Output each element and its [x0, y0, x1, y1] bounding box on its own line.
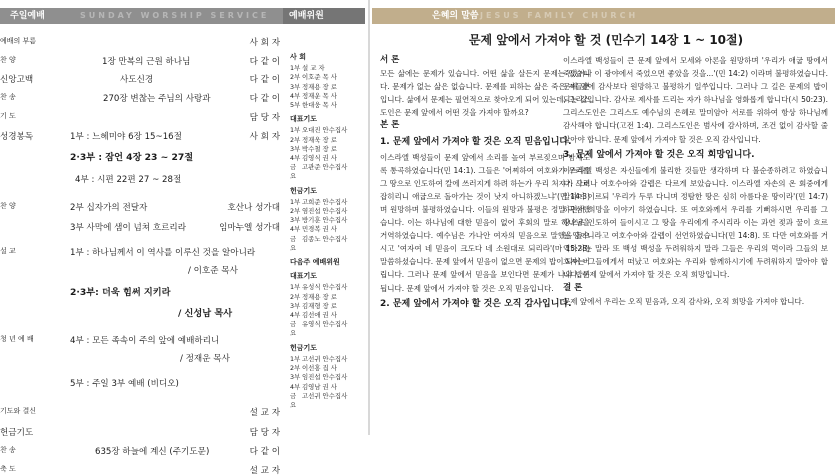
staff-item: [290, 320, 365, 338]
staff-name: 설 교 자: [302, 64, 325, 73]
order-role: 담 당 자: [249, 113, 280, 123]
staff-header: 예배위원: [283, 8, 365, 24]
staff-name: 박수철 장 로: [302, 144, 337, 153]
sermon-paragraph: 이스라엘 백성들이 큰 문제 앞에서 모세와 아론을 원망하며 '우리가 애굽 땅에서 죽었거나 이 광야에서 죽었으면 좋았을 것을...'(민 14:2) 이라며 불평하였습니다. 문제 앞에 감사보다 원망하고 불평하기 일쑤입니다. 그러나 그 길은 문제의 밥이 되는 길입니다. 감사로 제사를 드리는 자가 하나님을 영화롭게 합니다(시 50:23). 그리스도인은 그리스도 예수님의 은혜로 말미암아 서로를 위하여 항상 하나님께 감사해야 합니다(고전 1:4). 그리스도인은 범사에 감사하며, 조건 없이 감사할 줄 알아야 합니다. 문제 앞에서 가져야 할 것은 오직 감사입니다.: [563, 56, 828, 144]
order-role: 사 회 자: [249, 38, 280, 48]
staff-item: [290, 293, 365, 302]
order-label: 청 년 예 배: [0, 335, 34, 343]
left-section-header: [0, 8, 365, 24]
section-english-title: SUNDAY WORSHIP SERVICE: [80, 11, 270, 20]
order-content: / 신성남 목사: [178, 308, 233, 319]
staff-service: 4부: [290, 311, 301, 320]
order-content: 사도신경: [120, 75, 154, 85]
order-role: 설 교 자: [249, 466, 280, 476]
sermon-section-english: JESUS FAMILY CHURCH: [480, 11, 639, 20]
staff-name: 고관준 안수집사: [302, 163, 348, 172]
order-content: 5부 : 주일 3부 예배 (비디오): [70, 379, 179, 389]
staff-item: [290, 101, 365, 110]
sermon-paragraph: 이스라엘 백성은 자신들에게 불리한 것들만 생각하며 다 불순종하려고 하였습니다. 그러나 여호수아와 갈렙은 다르게 보았습니다. 이스라엘 자손의 온 회중에게 말하여 이르되 '우리가 두루 다니며 정탐한 땅은 심히 아름다운 땅이라'(민 14:7) 하면서 희망을 이야기 하였습니다. 또 여호와께서 우리를 기뻐하시면 우리를 그 땅으로 인도하여 들이시고 그 땅을 우리에게 주시리라 이는 과연 젖과 꿀이 흐르는 땅이니라고 여호수아와 갈렙이 선언하였습니다(민 14:8). 또 다만 여호와를 거역하지는 말라 또 백성 백성을 두려워하지 말라 그들은 우리의 먹이라 그들의 보호자는 그들에게서 떠났고 여호와는 우리와 함께하시기에 두려워하지 말아야 합니다. 문제 앞에서 가져야 할 것은 오직 희망입니다.: [563, 165, 828, 280]
staff-item: [290, 373, 365, 382]
worship-staff-list: [290, 48, 365, 410]
order-role: 다 같 이: [249, 447, 280, 457]
staff-name: 김재형 장 로: [302, 301, 337, 310]
staff-item: [290, 207, 365, 216]
order-content: / 정재운 목사: [180, 354, 230, 364]
staff-name: 김영식 권 사: [302, 154, 337, 163]
staff-item: [290, 126, 365, 135]
order-content: 2부 십자가의 전달자: [70, 203, 148, 213]
order-label: 설 교: [0, 247, 16, 255]
staff-name: 정재운 목 사: [302, 91, 337, 100]
staff-item: [290, 145, 365, 154]
staff-service: 1부: [290, 283, 301, 292]
order-role: 호산나 성가대: [227, 203, 280, 213]
staff-name: 정재용 장 로: [302, 292, 337, 301]
order-content: 4부 : 시편 22편 27 ~ 28절: [75, 175, 182, 185]
order-content: 1부 : 느헤미야 6장 15~16절: [70, 132, 182, 142]
order-label: 성경봉독: [0, 132, 34, 142]
staff-name: 방기훈 안수집사: [302, 216, 348, 225]
staff-service: 4부: [290, 225, 301, 234]
order-content: 1장 만복의 근원 하나님: [102, 57, 191, 67]
order-role: 담 당 자: [249, 428, 280, 438]
staff-service: 4부: [290, 91, 301, 100]
sermon-point: 2. 문제 앞에서 가져야 할 것은 오직 감사입니다.: [380, 298, 572, 309]
staff-service: 2부: [290, 364, 301, 373]
sermon-column-right: [563, 54, 828, 308]
staff-service: 금요: [290, 234, 297, 252]
staff-service: 1부: [290, 126, 301, 135]
sermon-section-title: 은혜의 말씀: [432, 11, 479, 21]
staff-service: 3부: [290, 144, 301, 153]
sermon-paragraph: 문제 앞에서 우리는 오직 믿음과, 오직 감사와, 오직 희망을 가져야 합니다.: [563, 296, 805, 306]
sermon-point: 3. 문제 앞에서 가져야 할 것은 오직 희망입니다.: [563, 149, 755, 160]
order-role: 설 교 자: [249, 408, 280, 418]
staff-service: 1부: [290, 197, 301, 206]
staff-name: 이선홍 집 사: [302, 364, 337, 373]
sermon-column-left: [380, 54, 590, 313]
staff-service: 3부: [290, 82, 301, 91]
staff-service: 금요: [290, 163, 297, 181]
sermon-title: 문제 앞에서 가져야 할 것 (민수기 14장 1 ~ 10절): [468, 33, 744, 47]
order-label: 찬 양: [0, 56, 16, 64]
staff-name: 고선귀 안수집사: [302, 391, 348, 400]
staff-name: 고희준 안수집사: [302, 197, 348, 206]
order-label: 기 도: [0, 112, 16, 120]
order-role: 다 같 이: [249, 75, 280, 85]
order-label: 예배의 부름: [0, 37, 37, 45]
staff-service: 3부: [290, 373, 301, 382]
staff-name: 고선귀 안수집사: [302, 354, 348, 363]
order-role: 사 회 자: [249, 132, 280, 142]
order-label: 찬 송: [0, 446, 16, 454]
order-role: 다 같 이: [249, 94, 280, 104]
staff-item: [290, 302, 365, 311]
staff-name: 염진섭 안수집사: [302, 207, 348, 216]
staff-item: [290, 283, 365, 292]
staff-group-title: 대표기도: [290, 272, 318, 281]
staff-service: 4부: [290, 154, 301, 163]
staff-name: 정재용 장 로: [302, 82, 337, 91]
column-divider: [368, 0, 370, 435]
order-content: 2·3부 : 잠언 4장 23 ~ 27절: [70, 152, 194, 163]
section-title: 주일예배: [10, 11, 45, 21]
right-section-header: [372, 8, 835, 24]
order-content: 3부 사막에 샘이 넘쳐 흐르리라: [70, 223, 187, 233]
staff-item: [290, 235, 365, 253]
sermon-heading: 서 론: [380, 55, 400, 65]
staff-service: 2부: [290, 292, 301, 301]
staff-service: 2부: [290, 207, 301, 216]
staff-service: 1부: [290, 354, 301, 363]
staff-service: 4부: [290, 382, 301, 391]
staff-name: 이호준 목 사: [302, 73, 337, 82]
staff-name: 유영식 안수집사: [302, 320, 348, 329]
staff-name: 김영남 권 사: [302, 382, 337, 391]
staff-name: 한대웅 목 사: [302, 101, 337, 110]
order-label: 기도와 결신: [0, 407, 37, 415]
staff-service: 5부: [290, 101, 301, 110]
staff-group-title: 헌금기도: [290, 343, 318, 352]
staff-group-title: 다음주 예배위원: [290, 258, 340, 267]
order-label: 축 도: [0, 465, 16, 473]
order-content: 2·3부: 더욱 힘써 지키라: [70, 287, 171, 298]
order-content: 635장 하늘에 계신 (주기도문): [95, 447, 210, 457]
staff-group-title: 대표기도: [290, 115, 318, 124]
order-label: 찬 송: [0, 93, 16, 101]
sermon-heading: 결 론: [563, 282, 583, 293]
order-role: 다 같 이: [249, 57, 280, 67]
staff-name: 유성식 안수집사: [302, 283, 348, 292]
order-content: 270장 변찮는 주님의 사랑과: [103, 94, 211, 104]
order-label: 신앙고백: [0, 75, 34, 85]
staff-item: [290, 311, 365, 320]
staff-group-title: 헌금기도: [290, 186, 318, 195]
sermon-paragraph: 모든 삶에는 문제가 있습니다. 어떤 삶을 살든지 문제는 있습니다. 문제가 없는 삶은 없습니다. 문제를 피하는 삶은 죽은 자들뿐입니다. 삶에서 문제는 필연적으로 찾아오게 되어 있는데, 그리스도인은 문제 앞에서 어떤 것을 가져야 할까요?: [380, 69, 590, 118]
sermon-paragraph: 이스라엘 백성들이 문제 앞에서 소리를 높여 부르짖으며 밤새도록 통곡하였습니다(민 14:1). 그들은 '어찌하여 여호와가 우리를 그 땅으로 인도하여 칼에 쓰러지게 하려 하는가 우리 처자가 사로잡히리니 애굽으로 돌아가는 것이 낫지 아니하겠느냐'(민 14:3)며 원망하며 불평하였습니다. 이들의 원망과 불평은 정말 극심했습니다. 이는 하나님에 대한 믿음이 없어 후회의 말로 하나님을 거역하였습니다. 예수님은 가나안 여자의 믿음으로 말했을 들으시고 '여자여 네 믿음이 크도다 네 소원대로 되리라'(마 15:28) 말씀하셨습니다. 문제 앞에서 믿음이 없으면 문제의 밥이 되어 버립니다. 그러나 문제 앞에서 믿음을 보인다면 문제가 나의 밥이 됩니다. 문제 앞에서 가져야 할 것은 오직 믿음입니다.: [380, 152, 590, 293]
staff-name: 김선애 권 사: [302, 311, 337, 320]
staff-item: [290, 83, 365, 92]
sermon-heading: 본 론: [380, 120, 400, 131]
staff-item: [290, 73, 365, 82]
staff-item: [290, 355, 365, 364]
staff-service: 금요: [290, 320, 297, 338]
staff-service: 3부: [290, 301, 301, 310]
staff-service: 금요: [290, 391, 297, 409]
staff-name: 김종노 안수집사: [302, 234, 348, 243]
order-content: 1부 : 하나님께서 이 역사를 이루신 것을 알아니라: [70, 248, 256, 258]
order-label: 헌금기도: [0, 428, 34, 438]
staff-name: 오대진 안수집사: [302, 126, 348, 135]
staff-item: [290, 383, 365, 392]
staff-item: [290, 198, 365, 207]
staff-name: 임진섭 안수집사: [302, 373, 348, 382]
staff-service: 1부: [290, 64, 301, 73]
order-role: 임마누엘 성가대: [219, 223, 280, 233]
staff-item: [290, 92, 365, 101]
staff-name: 민경복 권 사: [302, 225, 337, 234]
order-content: 4부 : 모든 족속이 주의 앞에 예배하리니: [70, 336, 220, 346]
staff-item: [290, 154, 365, 163]
staff-service: 3부: [290, 216, 301, 225]
sermon-point: 1. 문제 앞에서 가져야 할 것은 오직 믿음입니다.: [380, 136, 572, 147]
staff-item: [290, 392, 365, 410]
staff-item: [290, 364, 365, 373]
order-content: / 이호준 목사: [188, 266, 238, 276]
staff-name: 정재욱 장 로: [302, 135, 337, 144]
staff-item: [290, 225, 365, 234]
staff-group-title: 사 회: [290, 53, 306, 61]
staff-item: [290, 163, 365, 181]
order-label: 찬 양: [0, 202, 16, 210]
staff-service: 2부: [290, 73, 301, 82]
staff-item: [290, 136, 365, 145]
staff-service: 2부: [290, 135, 301, 144]
